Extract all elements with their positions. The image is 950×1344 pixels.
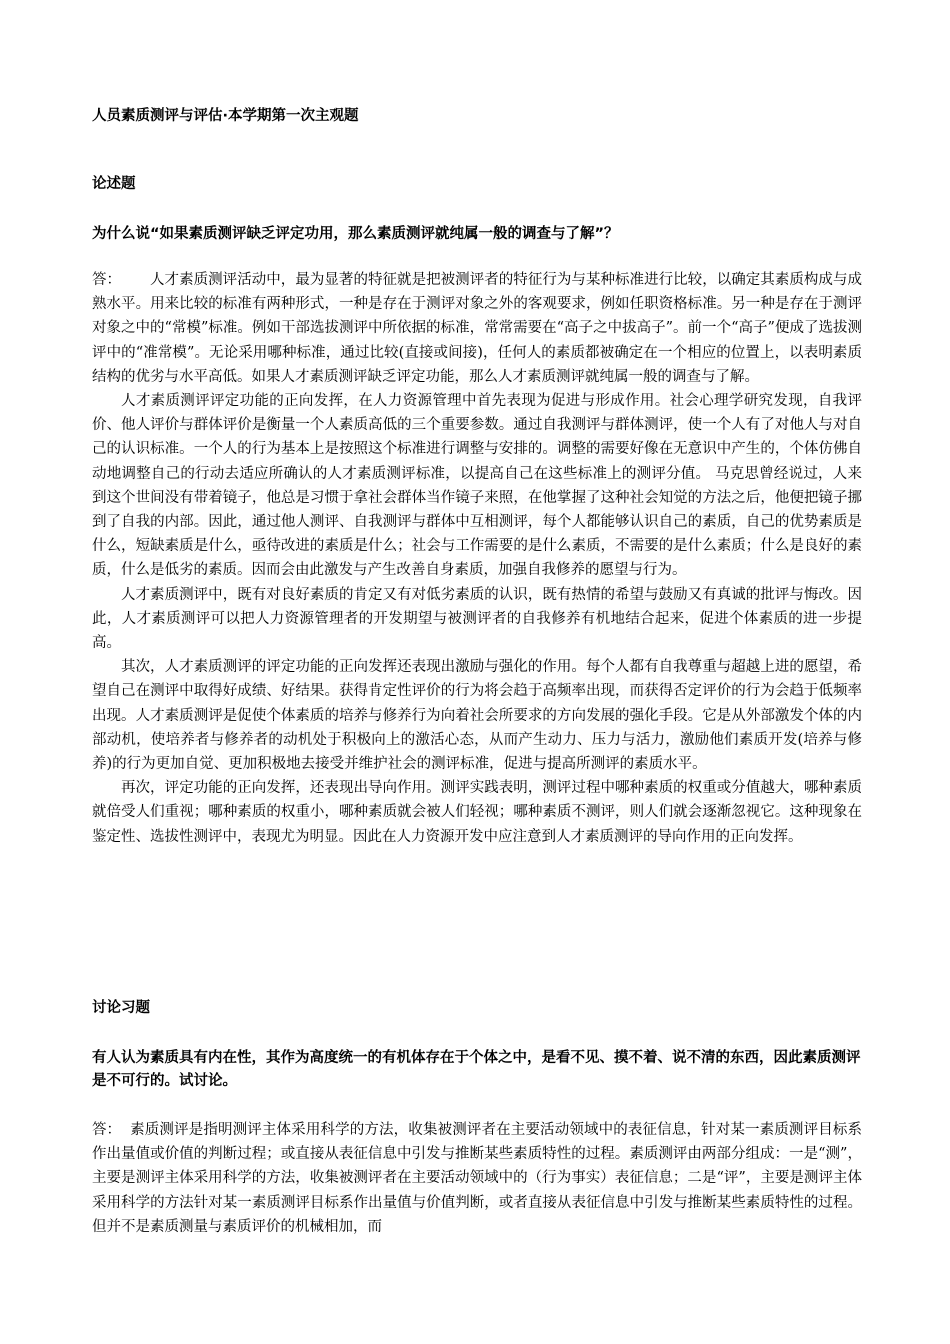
section1-question: 为什么说“如果素质测评缺乏评定功用，那么素质测评就纯属一般的调查与了解”？	[92, 226, 619, 242]
answer-paragraph: 人才素质测评评定功能的正向发挥，在人力资源管理中首先表现为促进与形成作用。社会心理学研究发现，自我评价、他人评价与群体评价是衡量一个人素质高低的三个重要参数。通过自我测评与群体测评，使一个人有了对他人与对自己的认识标准。一个人的行为基本上是按照这个标准进行调整与安排的。调整的需要好像在无意识中产生的，个体仿佛自动地调整自己的行动去适应所确认的人才素质测评标准，以提高自己在这些标准上的测评分值。 马克思曾经说过，人来到这个世间没有带着镜子，他总是习惯于拿社会群体当作镜子来照，在他掌握了这种社会知觉的方法之后，他便把镜子挪到了自我的内部。因此，通过他人测评、自我测评与群体中互相测评，每个人都能够认识自己的素质，自己的优势素质是什么，短缺素质是什么，亟待改进的素质是什么；社会与工作需要的是什么素质，不需要的是什么素质；什么是良好的素质，什么是低劣的素质。因而会由此激发与产生改善自身素质，加强自我修养的愿望与行为。	[92, 393, 862, 579]
section1-answer	[92, 268, 862, 849]
section2-heading: 讨论习题	[92, 1000, 150, 1016]
section2-answer	[92, 1118, 862, 1239]
answer-paragraph: 答： 素质测评是指明测评主体采用科学的方法，收集被测评者在主要活动领域中的表征信息，针对某一素质测评目标系作出量值或价值的判断过程；或直接从表征信息中引发与推断某些素质特性的过程。素质测评由两部分组成：一是“测”，主要是测评主体采用科学的方法，收集被测评者在主要活动领域中的（行为事实）表征信息；二是“评”，主要是测评主体采用科学的方法针对某一素质测评目标系作出量值与价值判断，或者直接从表征信息中引发与推断某些素质特性的过程。但并不是素质测量与素质评价的机械相加，而	[92, 1118, 862, 1239]
document-title: 人员素质测评与评估·本学期第一次主观题	[92, 108, 359, 124]
section1-heading: 论述题	[92, 176, 136, 192]
answer-label: 答：	[92, 1122, 121, 1138]
answer-paragraph: 答： 人才素质测评活动中，最为显著的特征就是把被测评者的特征行为与某种标准进行比较，以确定其素质构成与成熟水平。用来比较的标准有两种形式，一种是存在于测评对象之外的客观要求，例如任职资格标准。另一种是存在于测评对象之中的“常模”标准。例如干部选拔测评中所依据的标准，常常需要在“高子之中拔高子”。前一个“高子”便成了选拔测评中的“准常模”。无论采用哪种标准，通过比较(直接或间接)，任何人的素质都被确定在一个相应的位置上，以表明素质结构的优劣与水平高低。如果人才素质测评缺乏评定功能，那么人才素质测评就纯属一般的调查与了解。	[92, 268, 862, 389]
answer-paragraph: 其次，人才素质测评的评定功能的正向发挥还表现出激励与强化的作用。每个人都有自我尊重与超越上进的愿望，希望自己在测评中取得好成绩、好结果。获得肯定性评价的行为将会趋于高频率出现，而获得否定评价的行为会趋于低频率出现。人才素质测评是促使个体素质的培养与修养行为向着社会所要求的方向发展的强化手段。它是从外部激发个体的内部动机，使培养者与修养者的动机处于积极向上的激活心态，从而产生动力、压力与活力，激励他们素质开发(培养与修养)的行为更加自觉、更加积极地去接受并维护社会的测评标准，促进与提高所测评的素质水平。	[92, 659, 862, 773]
section2-question: 有人认为素质具有内在性，其作为高度统一的有机体存在于个体之中，是看不见、摸不着、说不清的东西，因此素质测评是不可行的。试讨论。	[92, 1050, 861, 1089]
answer-label: 答：	[92, 272, 121, 288]
answer-paragraph: 人才素质测评中，既有对良好素质的肯定又有对低劣素质的认识，既有热情的希望与鼓励又有真诚的批评与悔改。因此，人才素质测评可以把人力资源管理者的开发期望与被测评者的自我修养有机地结合起来，促进个体素质的进一步提高。	[92, 586, 862, 652]
answer-paragraph: 再次，评定功能的正向发挥，还表现出导向作用。测评实践表明，测评过程中哪种素质的权重或分值越大，哪种素质就倍受人们重视；哪种素质的权重小，哪种素质就会被人们轻视；哪种素质不测评，则人们就会逐渐忽视它。这种现象在鉴定性、选拔性测评中，表现尤为明显。因此在人力资源开发中应注意到人才素质测评的导向作用的正向发挥。	[92, 780, 862, 845]
